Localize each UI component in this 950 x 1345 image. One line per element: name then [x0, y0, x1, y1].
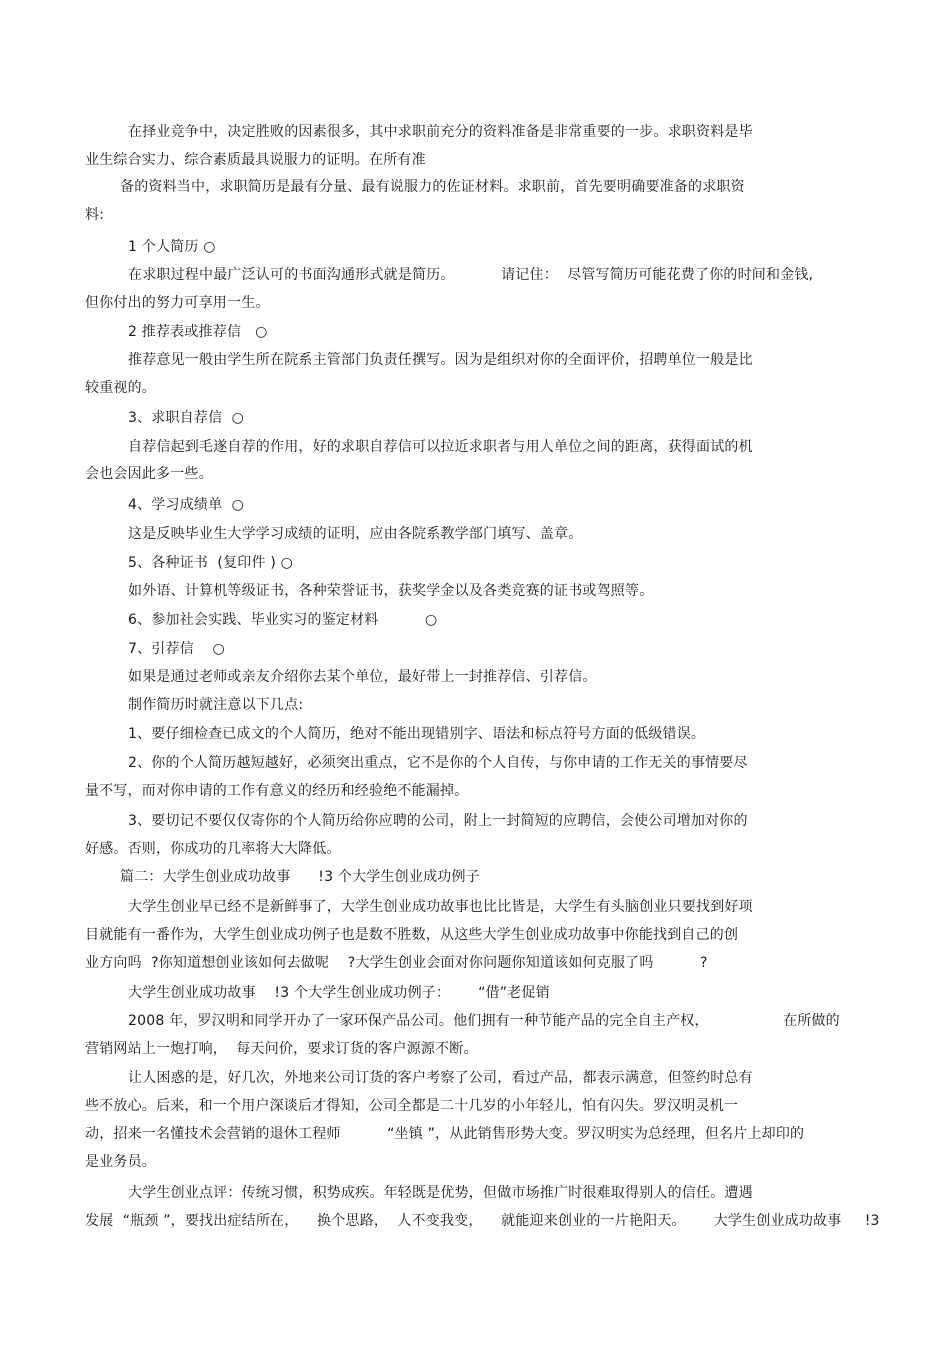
text-line: 2、你的个人简历越短越好，必须突出重点，它不是你的个人自传，与你申请的工作无关的事情要尽: [128, 755, 748, 771]
text-line: 大学生创业早已经不是新鲜事了，大学生创业成功故事也比比皆是，大学生有头脑创业只要找到好项: [128, 899, 753, 915]
text-line: 较重视的。: [85, 380, 156, 396]
section-heading: 篇二：大学生创业成功故事 !3 个大学生创业成功例子: [120, 869, 480, 885]
text-line: 3、要切记不要仅仅寄你的个人简历给你应聘的公司，附上一封简短的应聘信，会使公司增加对你的: [128, 813, 748, 829]
text-line: 制作简历时就注意以下几点:: [128, 697, 304, 713]
text-line: 如外语、计算机等级证书，各种荣誉证书，获奖学金以及各类竞赛的证书或驾照等。: [128, 583, 654, 599]
text-line: 在求职过程中最广泛认可的书面沟通形式就是简历。 请记住： 尽管写简历可能花费了你的时间和金钱,: [128, 267, 814, 283]
list-heading: 4、学习成绩单 ○: [128, 497, 245, 513]
text-line: 量不写，而对你申请的工作有意义的经历和经验绝不能漏掉。: [85, 783, 469, 799]
text-line: 动，招来一名懂技术会营销的退休工程师 “坐镇 ”，从此销售形势大变。罗汉明实为总经理，但名片上却印的: [85, 1126, 805, 1142]
text-line: 大学生创业点评：传统习惯，积势成疾。年轻既是优势，但做市场推广时很难取得别人的信任。遭遇: [128, 1185, 753, 1201]
list-heading: 2 推荐表或推荐信 ○: [128, 324, 268, 340]
list-heading: 7、引荐信 ○: [128, 641, 225, 657]
list-heading: 6、参加社会实践、毕业实习的鉴定材料 ○: [128, 612, 438, 628]
text-line: 这是反映毕业生大学学习成绩的证明，应由各院系教学部门填写、盖章。: [128, 526, 583, 542]
text-line: 是业务员。: [85, 1154, 156, 1170]
text-line: 料:: [85, 207, 105, 223]
text-line: 好感。否则，你成功的几率将大大降低。: [85, 841, 341, 857]
text-line: 发展 “瓶颈 ”，要找出症结所在， 换个思路， 人不变我变， 就能迎来创业的一片艳阳天。 大学生创业成功故事 !3: [85, 1213, 880, 1229]
list-heading: 1 个人简历 ○: [128, 239, 216, 255]
text-line: 营销网站上一炮打响， 每天问价，要求订货的客户源源不断。: [85, 1041, 478, 1057]
text-line: 自荐信起到毛遂自荐的作用，好的求职自荐信可以拉近求职者与用人单位之间的距离，获得面试的机: [128, 439, 753, 455]
list-heading: 3、求职自荐信 ○: [128, 410, 245, 426]
text-line: 目就能有一番作为，大学生创业成功例子也是数不胜数，从这些大学生创业成功故事中你能找到自己的创: [85, 927, 739, 943]
text-line: 备的资料当中，求职简历是最有分量、最有说服力的佐证材料。求职前，首先要明确要准备的求职资: [120, 179, 745, 195]
list-heading: 5、各种证书 (复印件 ) ○: [128, 555, 294, 571]
text-line: 些不放心。后来，和一个用户深谈后才得知，公司全都是二十几岁的小年轻儿，怕有闪失。罗汉明灵机一: [85, 1098, 739, 1114]
text-line: 业生综合实力、综合素质最具说服力的证明。在所有准: [85, 152, 426, 168]
text-line: 会也会因此多一些。: [85, 466, 213, 482]
text-line: 业方向吗 ?你知道想创业该如何去做呢 ?大学生创业会面对你问题你知道该如何克服了吗 ?: [85, 955, 708, 971]
text-line: 2008 年，罗汉明和同学开办了一家环保产品公司。他们拥有一种节能产品的完全自主产权， 在所做的: [128, 1013, 840, 1029]
text-line: 1、要仔细检查已成文的个人简历，绝对不能出现错别字、语法和标点符号方面的低级错误。: [128, 726, 706, 742]
text-line: 让人困惑的是，好几次，外地来公司订货的客户考察了公司，看过产品，都表示满意，但签约时总有: [128, 1070, 753, 1086]
subsection-heading: 大学生创业成功故事 !3 个大学生创业成功例子： “借”老促销: [128, 985, 550, 1001]
text-line: 如果是通过老师或亲友介绍你去某个单位，最好带上一封推荐信、引荐信。: [128, 669, 597, 685]
text-line: 推荐意见一般由学生所在院系主管部门负责任撰写。因为是组织对你的全面评价，招聘单位一般是比: [128, 352, 753, 368]
text-line: 但你付出的努力可享用一生。: [85, 295, 270, 311]
text-line: 在择业竞争中，决定胜败的因素很多，其中求职前充分的资料准备是非常重要的一步。求职资料是毕: [128, 124, 753, 140]
